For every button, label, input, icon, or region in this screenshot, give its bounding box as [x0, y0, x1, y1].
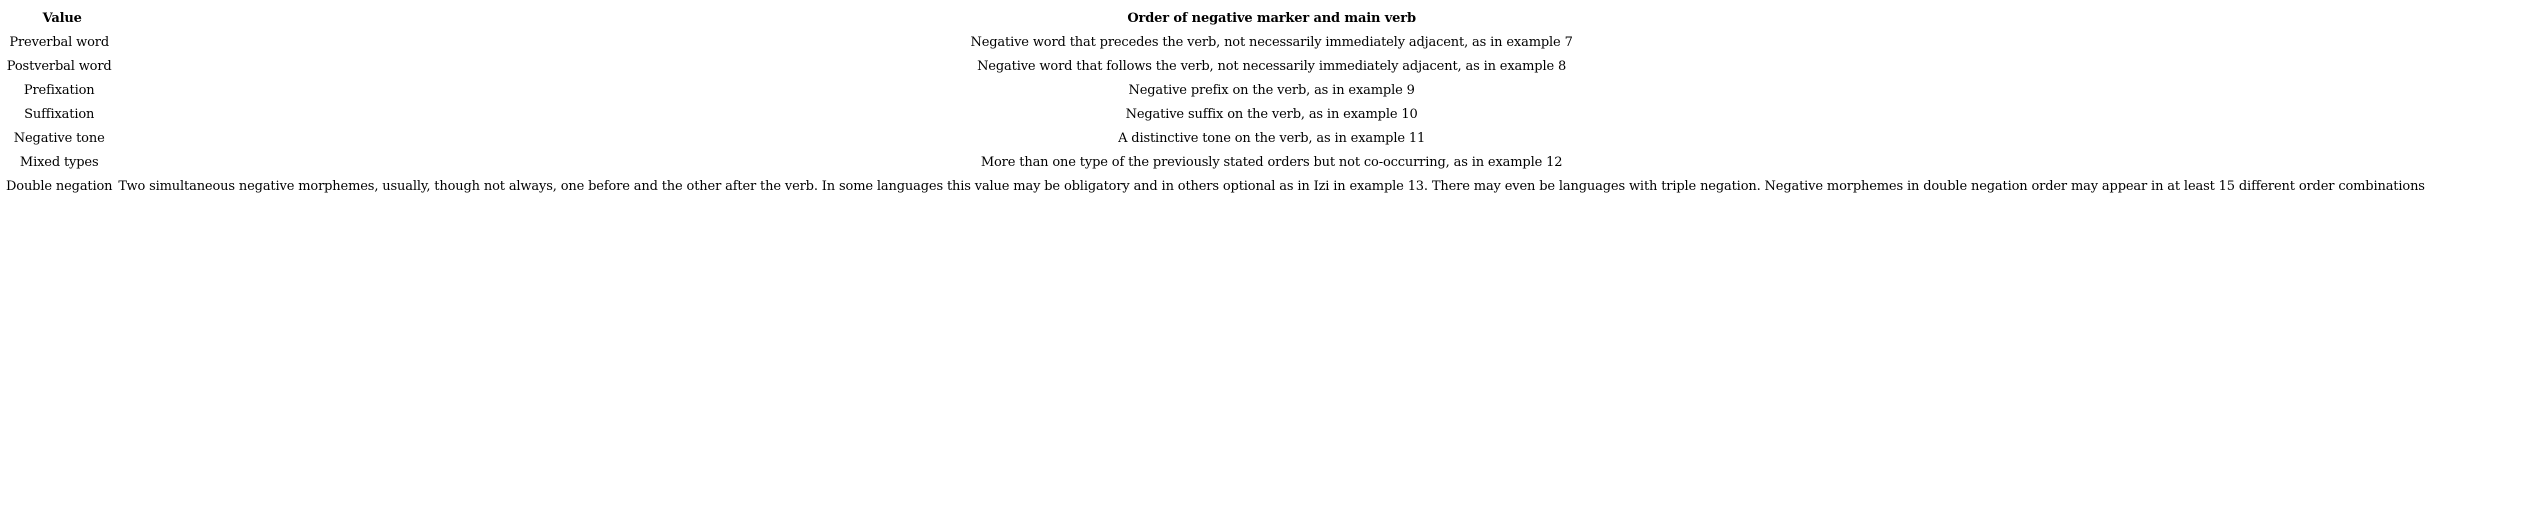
negation-order-table: [6, 6, 2425, 198]
order-cell: Negative word that precedes the verb, not necessarily immediately adjacent, as in example 7: [970, 34, 1573, 50]
value-cell: Negative tone: [13, 130, 105, 146]
table-row: [6, 54, 2425, 78]
table-body: [6, 30, 2425, 198]
table-row: [6, 30, 2425, 54]
order-cell: Two simultaneous negative morphemes, usually, though not always, one before and the other after the verb. In some languages this value may be obligatory and in others optional as in Izi in example 13. There may even be languages with triple negation. Negative morphemes in double negation order may appear in at least 15 different order combinations: [118, 178, 2425, 194]
table-row: [6, 78, 2425, 102]
order-cell: Negative suffix on the verb, as in example 10: [1125, 106, 1418, 122]
table-row: [6, 174, 2425, 198]
table-row: [6, 102, 2425, 126]
value-cell: Preverbal word: [9, 34, 110, 50]
table-header: [6, 6, 2425, 30]
value-cell: Mixed types: [19, 154, 99, 170]
order-cell: More than one type of the previously stated orders but not co-occurring, as in example 12: [980, 154, 1563, 170]
table-row: [6, 126, 2425, 150]
header-row: [6, 6, 2425, 30]
order-cell: Negative prefix on the verb, as in example 9: [1128, 82, 1415, 98]
order-cell: Negative word that follows the verb, not necessarily immediately adjacent, as in example 8: [977, 58, 1567, 74]
order-cell: A distinctive tone on the verb, as in example 11: [1118, 130, 1426, 146]
value-column-header: Value: [42, 10, 82, 26]
value-cell: Suffixation: [24, 106, 95, 122]
document-page: [0, 0, 2522, 198]
table-row: [6, 150, 2425, 174]
value-cell: Double negation: [6, 178, 113, 194]
order-column-header: Order of negative marker and main verb: [1127, 10, 1416, 26]
value-cell: Postverbal word: [6, 58, 112, 74]
value-cell: Prefixation: [23, 82, 95, 98]
